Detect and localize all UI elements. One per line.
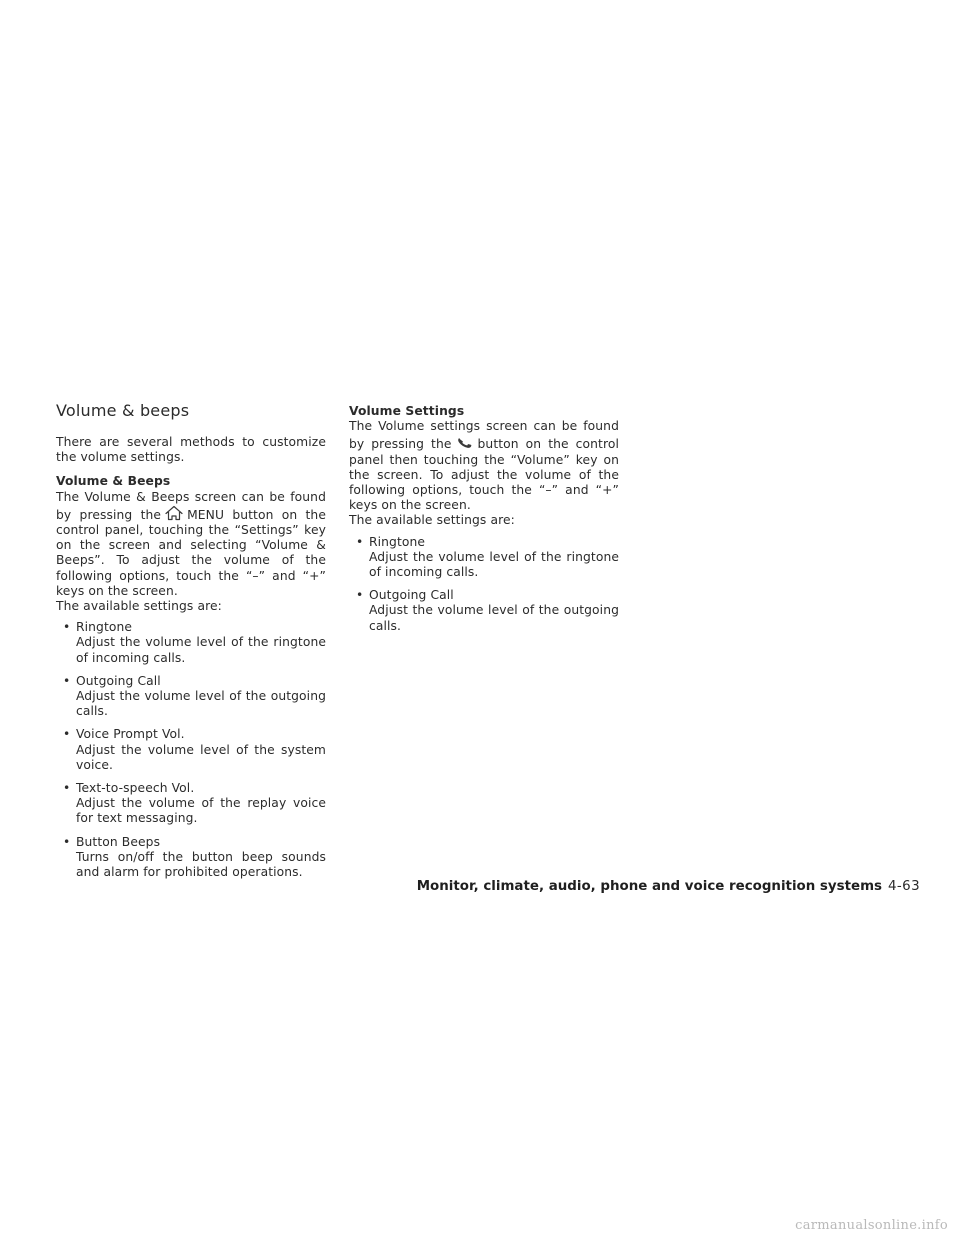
- list-item: [56, 781, 326, 827]
- volume-beeps-description: The Volume & Beeps screen can be found by pressing the MENU button on the control panel, touching the “Settings” key on the screen and selecting “Volume & Beeps”. To adjust the volume of the following options, touch the “–” and “+” keys on the screen.: [56, 489, 326, 598]
- item-description: Adjust the volume level of the ringtone of incoming calls.: [76, 635, 326, 665]
- left-column: [56, 401, 326, 888]
- item-name: Ringtone: [369, 534, 426, 549]
- item-description: Adjust the volume level of the outgoing calls.: [369, 603, 619, 633]
- item-name: Button Beeps: [76, 834, 161, 849]
- bullet: •: [63, 673, 71, 688]
- bullet: •: [63, 781, 71, 796]
- item-name: Outgoing Call: [369, 588, 454, 603]
- phone-icon: [454, 434, 476, 451]
- item-name: Ringtone: [76, 620, 133, 635]
- item-name: Voice Prompt Vol.: [76, 727, 185, 742]
- volume-settings-heading: Volume Settings: [349, 404, 465, 418]
- bullet: •: [63, 620, 71, 635]
- list-item: [349, 535, 619, 581]
- bullet: •: [356, 588, 364, 603]
- settings-list: [56, 620, 326, 880]
- item-name: Text-to-speech Vol.: [76, 781, 195, 796]
- home-icon: [163, 505, 185, 522]
- list-item: [56, 727, 326, 773]
- item-description: Adjust the volume level of the outgoing calls.: [76, 689, 326, 719]
- item-description: Turns on/off the button beep sounds and alarm for prohibited operations.: [76, 849, 326, 880]
- intro-paragraph: There are several methods to customize the volume settings.: [56, 435, 326, 465]
- list-item: [56, 674, 326, 720]
- list-item: [56, 620, 326, 666]
- volume-settings-description: The Volume settings screen can be found by pressing the button on the control panel then touching the “Volume” key on the screen. To adjust the volume of the following options, touch the “–” and “+” keys on the screen.: [349, 419, 619, 513]
- page-footer: [400, 878, 920, 896]
- list-item: [349, 588, 619, 634]
- item-description: Adjust the volume level of the ringtone of incoming calls.: [369, 549, 619, 580]
- list-item: [56, 835, 326, 881]
- bullet: •: [63, 727, 71, 742]
- available-settings-label: The available settings are:: [349, 513, 515, 528]
- chapter-title: Monitor, climate, audio, phone and voice recognition systems: [416, 879, 882, 894]
- settings-list: [349, 535, 619, 634]
- bullet: •: [63, 834, 71, 849]
- section-title: Volume & beeps: [56, 401, 190, 420]
- available-settings-label: The available settings are:: [56, 599, 222, 614]
- page-number: 4-63: [888, 879, 920, 894]
- item-description: Adjust the volume of the replay voice for text messaging.: [76, 796, 326, 826]
- bullet: •: [356, 534, 364, 549]
- watermark: carmanualsonline.info: [795, 1218, 948, 1233]
- item-name: Outgoing Call: [76, 673, 161, 688]
- volume-beeps-heading: Volume & Beeps: [56, 474, 171, 489]
- right-column: [349, 404, 619, 642]
- item-description: Adjust the volume level of the system voice.: [76, 742, 326, 772]
